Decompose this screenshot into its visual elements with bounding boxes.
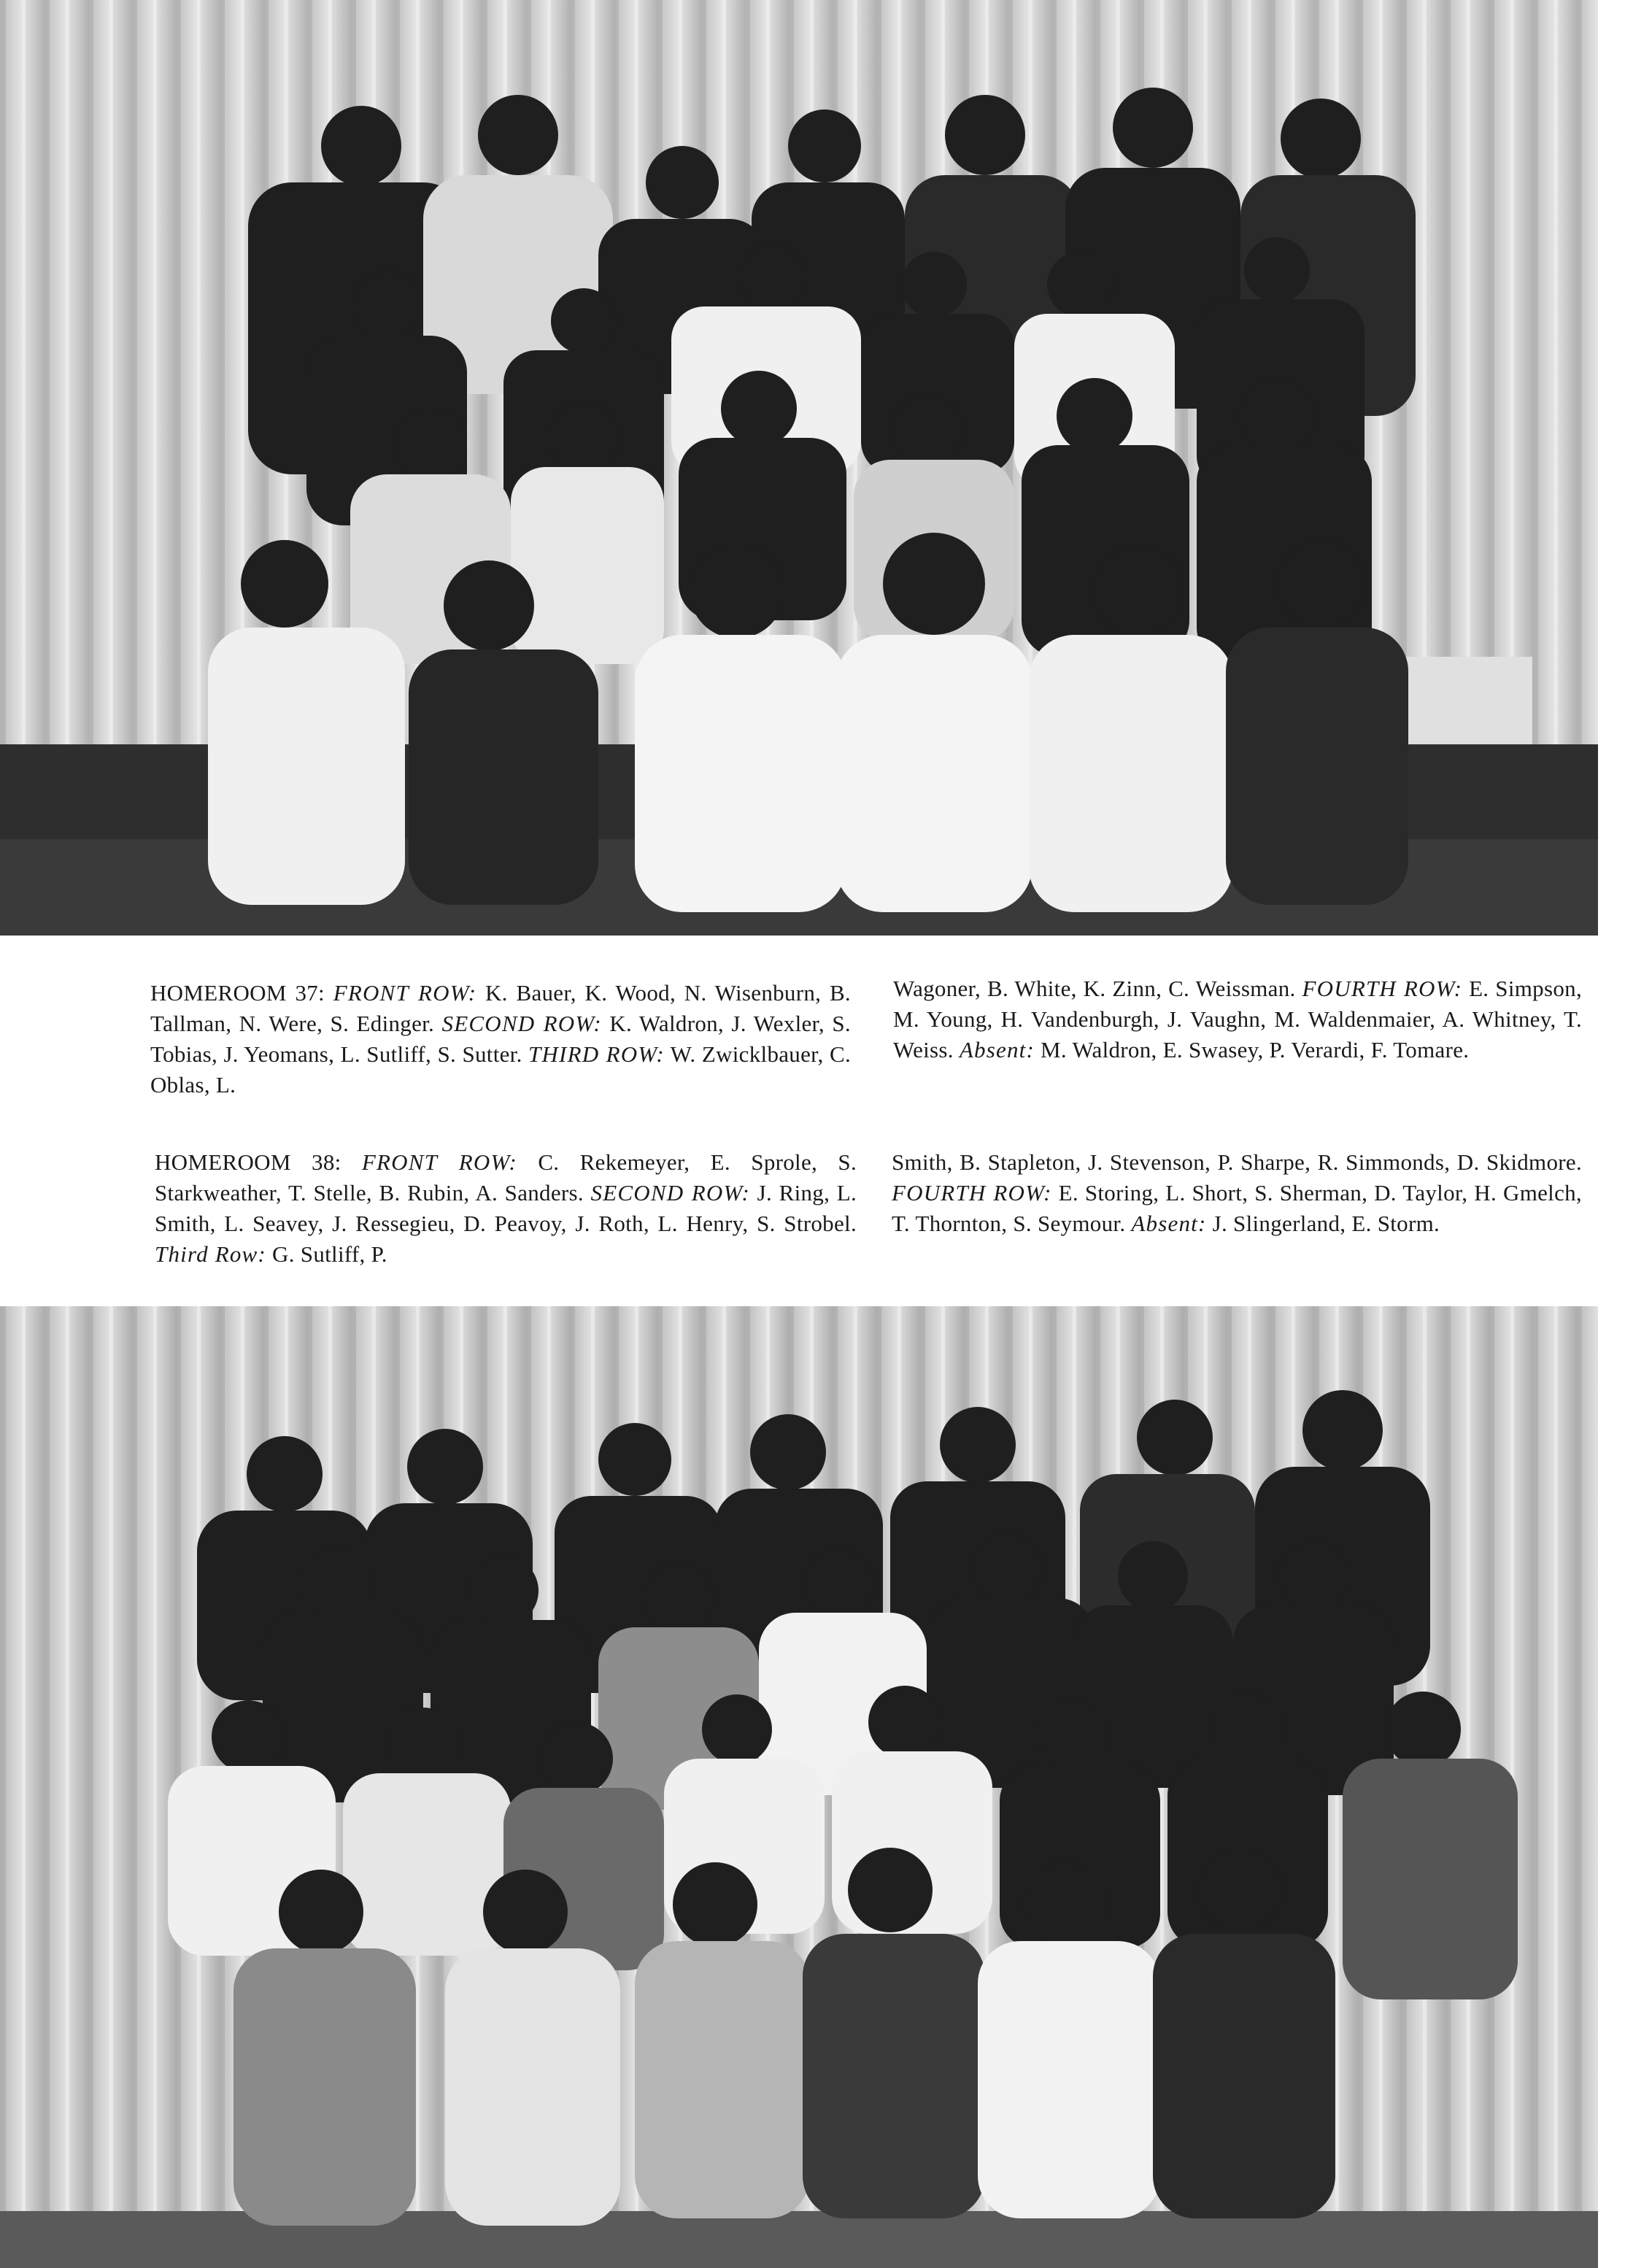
- homeroom-38-photo: [0, 1306, 1598, 2268]
- homeroom-37-caption-left: [150, 978, 851, 1100]
- caption-text: HOMEROOM 37: FRONT ROW: K. Bauer, K. Wood, N. Wisenburn, B. Tallman, N. Were, S. Edinger. SECOND ROW: K. Waldron, J. Wexler, S. Tobias, J. Yeomans, L. Sutliff, S. Sutter. THIRD ROW: W. Zwicklbauer, C. Oblas, L.: [150, 980, 852, 1098]
- homeroom-37-caption-right: [893, 973, 1582, 1065]
- group-photo-image: [0, 0, 1598, 936]
- caption-text: Smith, B. Stapleton, J. Stevenson, P. Sharpe, R. Simmonds, D. Skidmore. FOURTH ROW: E. Storing, L. Short, S. Sherman, D. Taylor, H. Gmelch, T. Thornton, S. Seymour. Absent: J. Slingerland, E. Storm.: [892, 1149, 1582, 1236]
- homeroom-37-photo: [0, 0, 1598, 936]
- group-photo-image: [0, 1306, 1598, 2268]
- homeroom-38-caption-left: [155, 1147, 857, 1270]
- caption-text: Wagoner, B. White, K. Zinn, C. Weissman. FOURTH ROW: E. Simpson, M. Young, H. Vandenburgh, J. Vaughn, M. Waldenmaier, A. Whitney, T. Weiss. Absent: M. Waldron, E. Swasey, P. Verardi, F. Tomare.: [893, 976, 1582, 1062]
- caption-text: HOMEROOM 38: FRONT ROW: C. Rekemeyer, E. Sprole, S. Starkweather, T. Stelle, B. Rubin, A. Sanders. SECOND ROW: J. Ring, L. Smith, L. Seavey, J. Ressegieu, D. Peavoy, J. Roth, L. Henry, S. Strobel. Third Row: G. Sutliff, P.: [155, 1149, 857, 1267]
- homeroom-38-caption-right: [892, 1147, 1582, 1239]
